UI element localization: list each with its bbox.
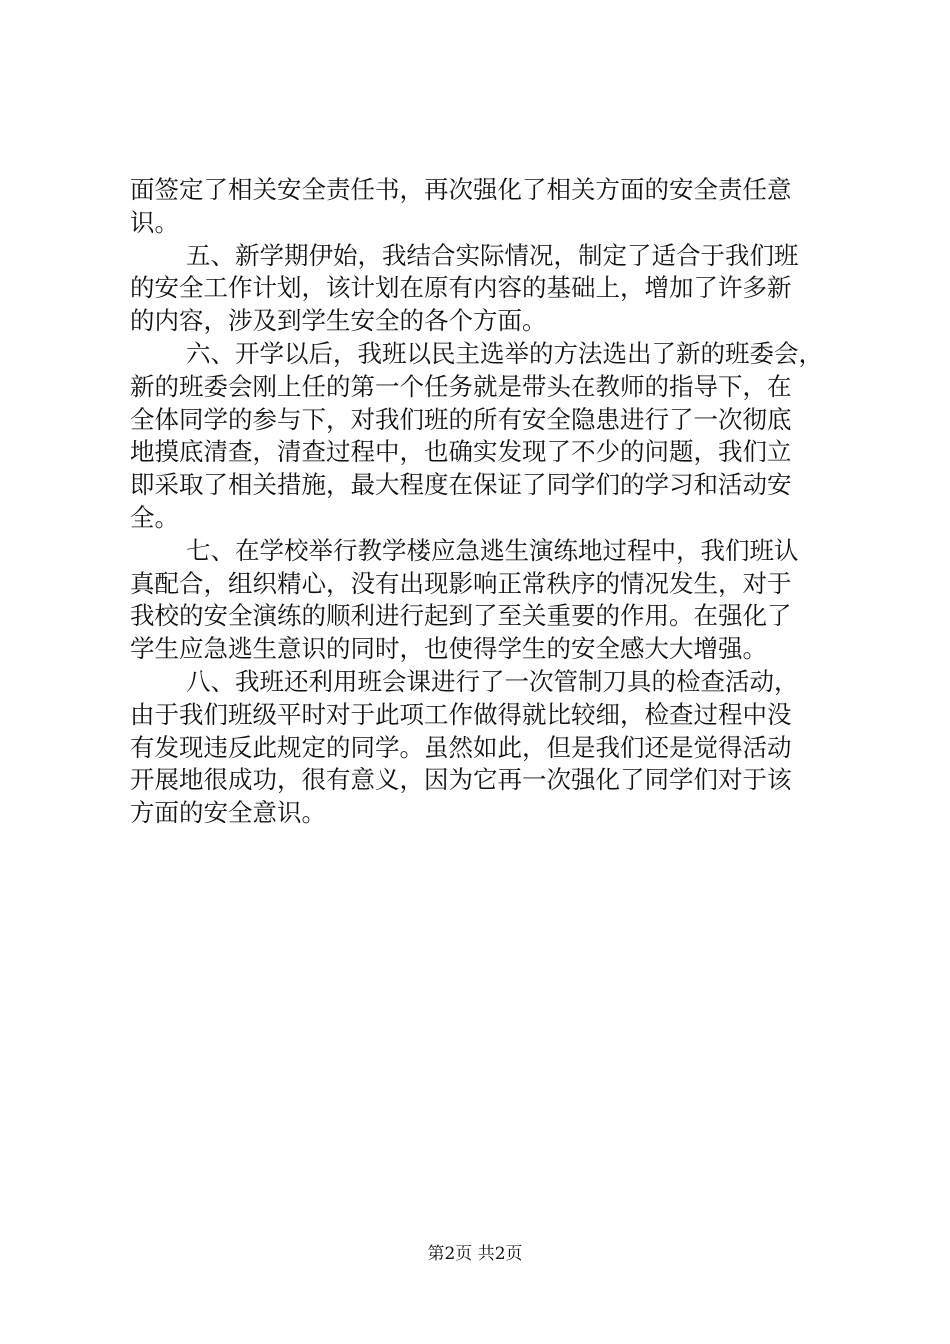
text-line: 全体同学的参与下，对我们班的所有安全隐患进行了一次彻底 xyxy=(130,404,792,434)
text-line: 由于我们班级平时对于此项工作做得就比较细，检查过程中没 xyxy=(130,699,792,729)
text-line: 地摸底清查，清查过程中，也确实发现了不少的问题，我们立 xyxy=(130,437,792,467)
text-line: 全。 xyxy=(130,502,179,532)
text-line: 学生应急逃生意识的同时，也使得学生的安全感大大增强。 xyxy=(130,634,767,664)
text-line: 方面的安全意识。 xyxy=(130,798,326,828)
text-line: 面签定了相关安全责任书，再次强化了相关方面的安全责任意 xyxy=(130,175,792,204)
text-line: 的安全工作计划，该计划在原有内容的基础上，增加了许多新 xyxy=(130,273,792,303)
paragraph-six-start: 六、开学以后，我班以民主选举的方法选出了新的班委会， xyxy=(186,338,823,368)
text-line: 识。 xyxy=(130,207,179,237)
text-line: 即采取了相关措施，最大程度在保证了同学们的学习和活动安 xyxy=(130,470,792,500)
text-line: 有发现违反此规定的同学。虽然如此，但是我们还是觉得活动 xyxy=(130,732,792,762)
text-line: 我校的安全演练的顺利进行起到了至关重要的作用。在强化了 xyxy=(130,601,792,631)
document-body xyxy=(130,174,830,830)
text-line: 的内容，涉及到学生安全的各个方面。 xyxy=(130,306,547,336)
page-number-label: 第2页 共2页 xyxy=(427,1244,523,1264)
page-footer xyxy=(0,1243,950,1265)
paragraph-seven-start: 七、在学校举行教学楼应急逃生演练地过程中，我们班认 xyxy=(186,535,799,565)
text-line: 新的班委会刚上任的第一个任务就是带头在教师的指导下，在 xyxy=(130,371,792,401)
paragraph-five-start: 五、新学期伊始，我结合实际情况，制定了适合于我们班 xyxy=(186,240,799,270)
paragraph-eight-start: 八、我班还利用班会课进行了一次管制刀具的检查活动， xyxy=(186,666,799,696)
text-line: 开展地很成功，很有意义，因为它再一次强化了同学们对于该 xyxy=(130,765,792,795)
text-line: 真配合，组织精心，没有出现影响正常秩序的情况发生，对于 xyxy=(130,568,792,598)
